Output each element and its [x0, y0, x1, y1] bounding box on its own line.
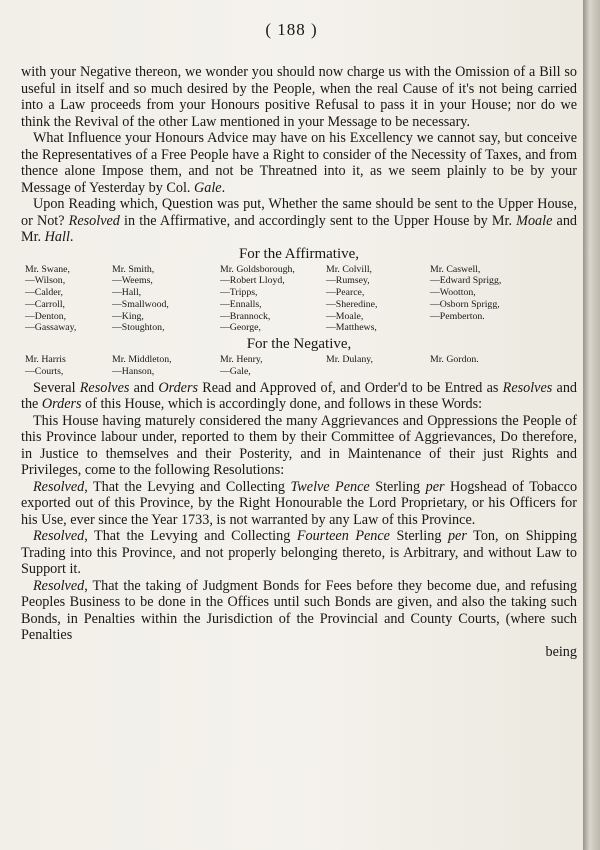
negative-heading: For the Negative, — [246, 336, 352, 353]
affirmative-column — [25, 264, 112, 335]
member-name: —Carroll, — [25, 298, 65, 310]
paragraph-3: Upon Reading which, Question was put, Whether the same should be sent to the Upper House, or Not? Resolved in the Affirmative, and accordingly sent to the Upper House by Mr. Moale and Mr. Hall. — [21, 196, 578, 245]
page-edge — [583, 0, 600, 850]
member-name: —Courts, — [25, 366, 64, 378]
page-number: ( 188 ) — [265, 20, 318, 39]
page-body — [21, 64, 577, 660]
affirmative-column — [326, 264, 430, 335]
member-name: —Robert Lloyd, — [220, 275, 285, 287]
negative-column — [112, 354, 220, 378]
negative-column — [220, 354, 326, 378]
member-name: —Stoughton, — [112, 322, 165, 334]
affirmative-heading: For the Affirmative, — [238, 245, 360, 262]
negative-column — [25, 354, 112, 378]
member-name: —Pearce, — [326, 287, 365, 299]
negative-list — [25, 354, 577, 378]
member-name: —Osborn Sprigg, — [430, 298, 500, 310]
member-name: —Weems, — [112, 275, 153, 287]
member-name: —Smallwood, — [112, 298, 169, 310]
affirmative-column — [112, 264, 220, 335]
affirmative-list — [25, 264, 577, 335]
member-name: Mr. Swane, — [25, 263, 70, 275]
paragraph-1: with your Negative thereon, we wonder you should now charge us with the Omission of a Bill so useful in itself and so much desired by the People, when the real Cause of it's not being carried into a Law proceeds from your Honours positive Refusal to pass it in your House; nor do we think the Revival of the other Law mentioned in your Message to be necessary. — [21, 64, 577, 130]
member-name: —Ennalls, — [220, 298, 262, 310]
member-name: —Wootton, — [430, 287, 476, 299]
member-name: —Tripps, — [220, 287, 258, 299]
member-name: Mr. Smith, — [112, 263, 155, 275]
catchword: being — [545, 643, 577, 660]
member-name: Mr. Henry, — [220, 354, 263, 366]
member-name: —Denton, — [25, 310, 67, 322]
member-name: —Calder, — [25, 287, 63, 299]
member-name: Mr. Caswell, — [430, 263, 481, 275]
paragraph-5: This House having maturely considered the many Aggrievances and Oppressions the People of this Province labour under, reported to them by their Committee of Aggrievances, Do therefore, in Justice to themselves and their Posterity, and in Maintenance of their just Rights and Privileges, come to the following Resolutions: — [21, 412, 577, 479]
member-name: —Wilson, — [25, 275, 66, 287]
member-name: —Gassaway, — [25, 322, 77, 334]
member-name: Mr. Goldsborough, — [220, 263, 295, 275]
member-name: Mr. Gordon. — [430, 354, 479, 366]
member-name: —Hall, — [112, 287, 142, 299]
member-name: Mr. Harris — [25, 354, 66, 366]
member-name: —George, — [220, 322, 261, 334]
member-name: —Sheredine, — [326, 298, 378, 310]
member-name: —Rumsey, — [326, 275, 370, 287]
resolution-2: Resolved, That the Levying and Collecting Fourteen Pence Sterling per Ton, on Shipping Trading into this Province, and not properly belonging thereto, is Arbitrary, and without Law to Support it. — [21, 528, 578, 578]
resolution-1: Resolved, That the Levying and Collecting Twelve Pence Sterling per Hogshead of Tobacco exported out of this Province, by the Right Honourable the Lord Proprietary, or his Officers for his Use, ever since the Year 1733, is not warranted by any Law of this Province. — [21, 478, 578, 528]
member-name: —Moale, — [326, 310, 364, 322]
paragraph-2: What Influence your Honours Advice may have on his Excellency we cannot say, but conceive the Representatives of a Free People have a Right to consider of the Necessity of Taxes, and from thence alone Impose them, and not be Threatned into it, as we seem plainly to be by your Message of Yesterday by Col. Gale. — [21, 130, 577, 196]
member-name: —Matthews, — [326, 322, 377, 334]
member-name: —King, — [112, 310, 144, 322]
member-name: Mr. Dulany, — [326, 354, 373, 366]
affirmative-column — [430, 264, 550, 335]
member-name: —Brannock, — [220, 310, 271, 322]
negative-column — [430, 354, 550, 378]
member-name: —Gale, — [220, 366, 251, 378]
affirmative-column — [220, 264, 326, 335]
member-name: —Pemberton. — [430, 310, 485, 322]
negative-column — [326, 354, 430, 378]
resolution-3: Resolved, That the taking of Judgment Bonds for Fees before they become due, and refusing Peoples Business to be done in the Offices until such Bonds are given, and also the taking such Bonds, in Penalties within the Jurisdiction of the Provincial and County Courts, (where such Penalties — [21, 577, 577, 644]
member-name: —Hanson, — [112, 366, 155, 378]
member-name: —Edward Sprigg, — [430, 275, 502, 287]
paragraph-4: Several Resolves and Orders Read and Approved of, and Order'd to be Entred as Resolves and the Orders of this House, which is accordingly done, and follows in these Words: — [21, 379, 578, 413]
member-name: Mr. Middleton, — [112, 354, 172, 366]
member-name: Mr. Colvill, — [326, 263, 372, 275]
